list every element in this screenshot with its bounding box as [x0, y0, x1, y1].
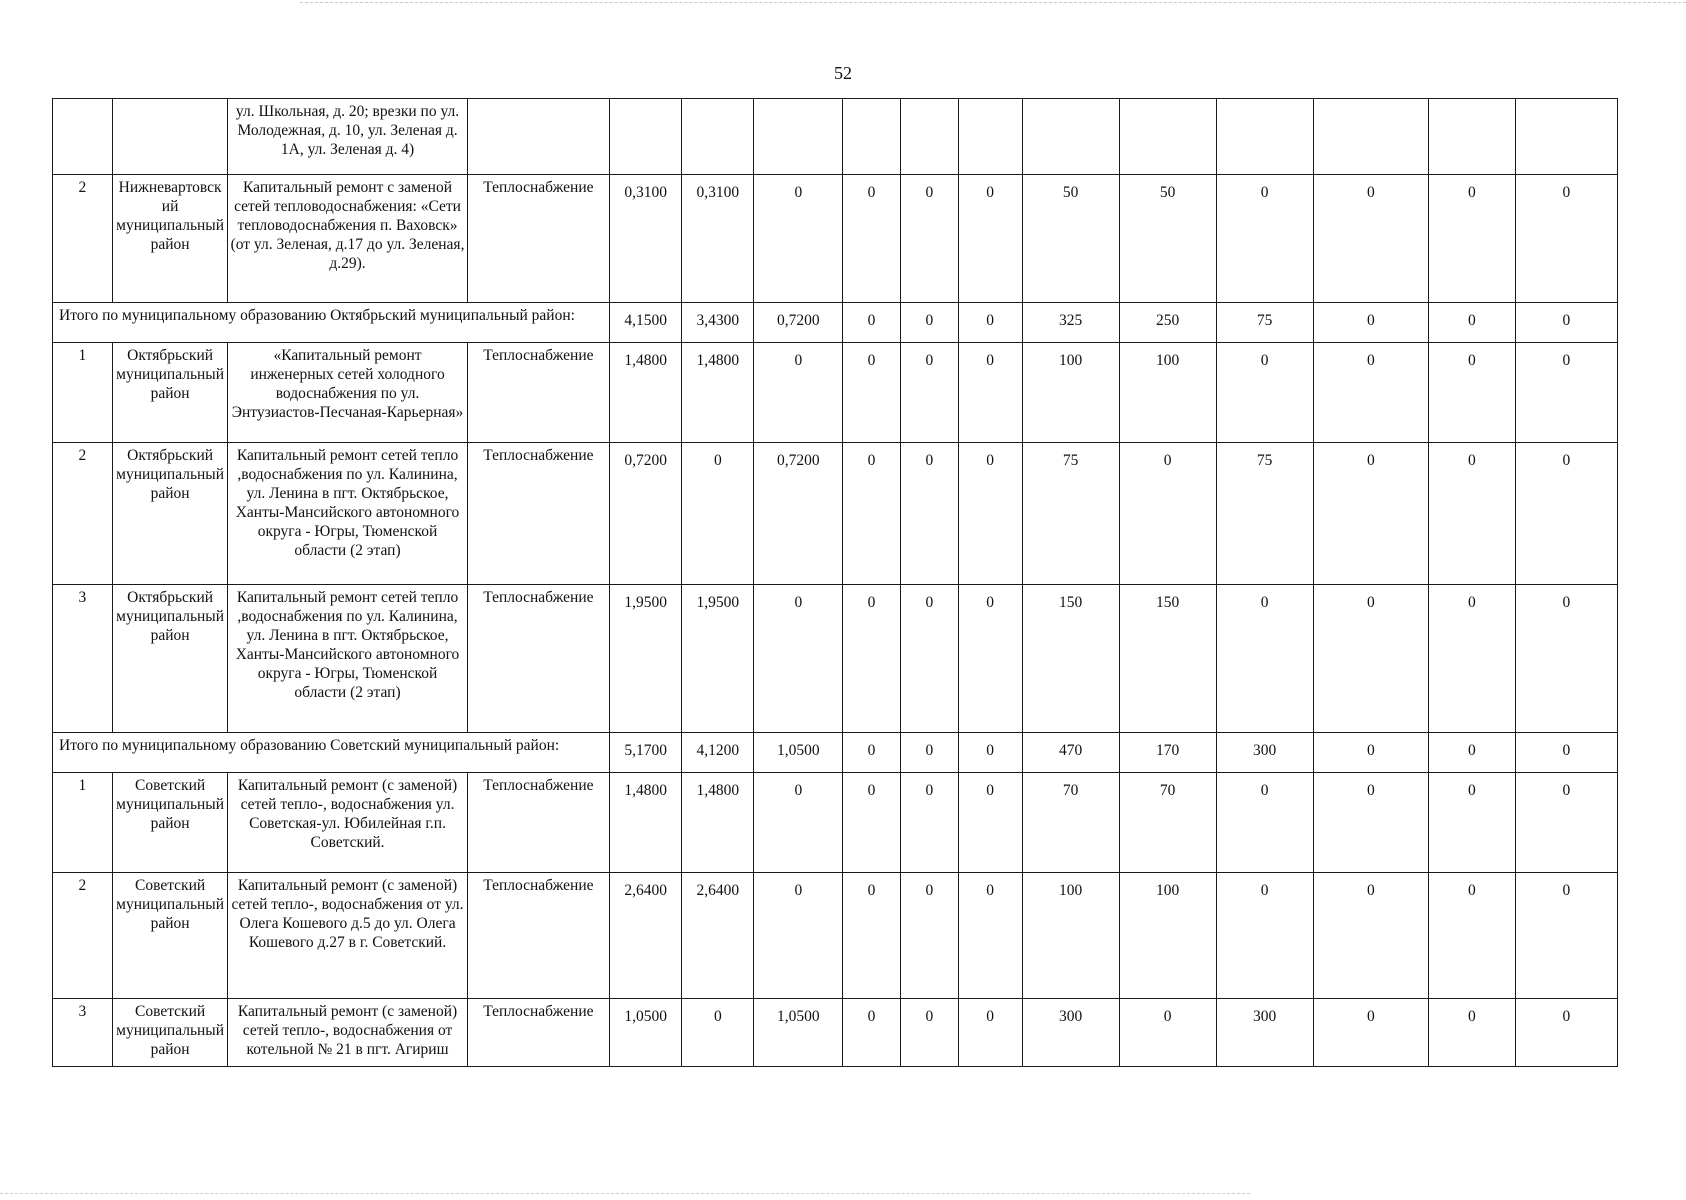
cell-value: 0	[1515, 873, 1617, 999]
cell-value: 0	[1429, 773, 1516, 873]
table-row	[53, 773, 1618, 873]
cell-value: 0	[958, 873, 1022, 999]
cell-value: 300	[1216, 733, 1313, 773]
cell-total-label: Итого по муниципальному образованию Октябрьский муниципальный район:	[53, 303, 610, 343]
cell-value: 0	[754, 585, 843, 733]
cell-object: Капитальный ремонт с заменой сетей тепловодоснабжения: «Сети тепловодоснабжения п. Ваховск» (от ул. Зеленая, д.17 до ул. Зеленая, д.29).	[228, 175, 467, 303]
cell-municipality	[112, 99, 228, 175]
cell-value	[610, 99, 682, 175]
cell-value: 0	[958, 443, 1022, 585]
cell-no	[53, 99, 113, 175]
cell-value: 0	[1429, 733, 1516, 773]
table-row-total	[53, 303, 1618, 343]
cell-value: 0	[754, 175, 843, 303]
cell-type: Теплоснабжение	[467, 999, 609, 1067]
cell-type: Теплоснабжение	[467, 175, 609, 303]
cell-value: 75	[1022, 443, 1119, 585]
cell-value	[843, 99, 901, 175]
cell-value: 70	[1022, 773, 1119, 873]
cell-value: 0	[843, 999, 901, 1067]
cell-value: 5,1700	[610, 733, 682, 773]
cell-object: ул. Школьная, д. 20; врезки по ул. Молодежная, д. 10, ул. Зеленая д. 1А, ул. Зеленая д. 4)	[228, 99, 467, 175]
cell-value: 0,7200	[754, 303, 843, 343]
cell-value: 1,9500	[682, 585, 754, 733]
cell-no: 3	[53, 999, 113, 1067]
cell-value: 0,3100	[610, 175, 682, 303]
cell-no: 1	[53, 773, 113, 873]
cell-value: 0	[1515, 443, 1617, 585]
cell-value: 0	[843, 585, 901, 733]
cell-object: Капитальный ремонт (с заменой) сетей тепло-, водоснабжения ул. Советская-ул. Юбилейная г.п. Советский.	[228, 773, 467, 873]
cell-value: 0	[843, 175, 901, 303]
cell-value: 0	[1429, 175, 1516, 303]
table-row	[53, 999, 1618, 1067]
cell-value: 100	[1022, 873, 1119, 999]
cell-value: 0	[1429, 999, 1516, 1067]
cell-object: Капитальный ремонт (с заменой) сетей тепло-, водоснабжения от котельной № 21 в пгт. Агириш	[228, 999, 467, 1067]
cell-value	[1022, 99, 1119, 175]
cell-value: 0	[1429, 585, 1516, 733]
cell-value: 1,9500	[610, 585, 682, 733]
cell-value: 1,4800	[682, 773, 754, 873]
cell-value: 0	[900, 443, 958, 585]
cell-value	[682, 99, 754, 175]
cell-value: 3,4300	[682, 303, 754, 343]
cell-value: 300	[1022, 999, 1119, 1067]
cell-value: 0	[1216, 343, 1313, 443]
table-row	[53, 873, 1618, 999]
cell-value: 0	[754, 773, 843, 873]
cell-value: 0	[900, 873, 958, 999]
cell-value: 0	[754, 873, 843, 999]
table-row-continuation	[53, 99, 1618, 175]
cell-value: 1,4800	[682, 343, 754, 443]
table-body	[53, 99, 1618, 1067]
cell-value: 4,1500	[610, 303, 682, 343]
cell-no: 2	[53, 443, 113, 585]
cell-value: 75	[1216, 443, 1313, 585]
cell-value: 0	[1515, 733, 1617, 773]
cell-value: 0	[900, 343, 958, 443]
cell-value: 0	[1313, 585, 1429, 733]
cell-value: 150	[1022, 585, 1119, 733]
cell-municipality: Октябрьский муниципальный район	[112, 343, 228, 443]
cell-value: 1,0500	[754, 733, 843, 773]
cell-value	[1429, 99, 1516, 175]
cell-value: 170	[1119, 733, 1216, 773]
cell-value: 0,3100	[682, 175, 754, 303]
cell-value: 0	[958, 999, 1022, 1067]
cell-value: 0	[1313, 733, 1429, 773]
cell-value: 0	[1429, 303, 1516, 343]
cell-value: 1,4800	[610, 773, 682, 873]
cell-municipality: Советский муниципальный район	[112, 999, 228, 1067]
cell-value: 0	[1515, 999, 1617, 1067]
scan-edge-top	[300, 2, 1686, 3]
cell-type: Теплоснабжение	[467, 343, 609, 443]
table-row	[53, 585, 1618, 733]
cell-value: 0	[843, 303, 901, 343]
cell-value: 0	[843, 733, 901, 773]
cell-value: 0	[682, 999, 754, 1067]
cell-value: 4,1200	[682, 733, 754, 773]
cell-value: 0	[1313, 343, 1429, 443]
cell-value: 0	[1515, 585, 1617, 733]
cell-municipality: Октябрьский муниципальный район	[112, 585, 228, 733]
cell-type: Теплоснабжение	[467, 585, 609, 733]
cell-value: 50	[1022, 175, 1119, 303]
cell-value: 2,6400	[610, 873, 682, 999]
cell-value: 0	[1515, 175, 1617, 303]
cell-value: 0	[1515, 773, 1617, 873]
cell-value: 0	[1313, 999, 1429, 1067]
cell-object: Капитальный ремонт сетей тепло ,водоснабжения по ул. Калинина, ул. Ленина в пгт. Октябрьское, Ханты-Мансийского автономного округа - Югры, Тюменской области (2 этап)	[228, 585, 467, 733]
cell-value: 0	[900, 175, 958, 303]
cell-value: 0	[1313, 175, 1429, 303]
cell-value: 100	[1022, 343, 1119, 443]
cell-value: 0	[958, 773, 1022, 873]
cell-value: 0	[1515, 343, 1617, 443]
cell-value: 75	[1216, 303, 1313, 343]
cell-value: 100	[1119, 873, 1216, 999]
data-table	[52, 98, 1618, 1067]
cell-value: 50	[1119, 175, 1216, 303]
cell-no: 2	[53, 175, 113, 303]
cell-value: 0	[958, 175, 1022, 303]
cell-value	[900, 99, 958, 175]
cell-type: Теплоснабжение	[467, 443, 609, 585]
cell-value	[1216, 99, 1313, 175]
cell-value: 0	[1216, 585, 1313, 733]
cell-value: 0	[843, 443, 901, 585]
cell-value: 0	[1216, 175, 1313, 303]
cell-value: 0	[900, 733, 958, 773]
cell-value: 0	[958, 343, 1022, 443]
cell-value: 100	[1119, 343, 1216, 443]
cell-value: 0	[900, 585, 958, 733]
cell-value: 470	[1022, 733, 1119, 773]
cell-value: 0	[900, 303, 958, 343]
cell-value	[754, 99, 843, 175]
cell-value	[958, 99, 1022, 175]
cell-value: 0	[1313, 303, 1429, 343]
cell-value	[1313, 99, 1429, 175]
cell-municipality: Октябрьский муниципальный район	[112, 443, 228, 585]
cell-value: 0	[843, 773, 901, 873]
cell-value: 0	[843, 873, 901, 999]
cell-type	[467, 99, 609, 175]
cell-municipality: Советский муниципальный район	[112, 773, 228, 873]
cell-value: 0	[1313, 443, 1429, 585]
table-row	[53, 343, 1618, 443]
cell-value: 0	[1216, 873, 1313, 999]
cell-value: 0	[958, 585, 1022, 733]
cell-object: Капитальный ремонт сетей тепло ,водоснабжения по ул. Калинина, ул. Ленина в пгт. Октябрьское, Ханты-Мансийского автономного округа - Югры, Тюменской области (2 этап)	[228, 443, 467, 585]
cell-value: 0	[1216, 773, 1313, 873]
cell-type: Теплоснабжение	[467, 873, 609, 999]
table-row-total	[53, 733, 1618, 773]
scan-edge-bottom	[0, 1193, 1250, 1194]
cell-value: 0	[754, 343, 843, 443]
cell-no: 1	[53, 343, 113, 443]
cell-value: 0	[843, 343, 901, 443]
cell-value: 0	[1119, 443, 1216, 585]
cell-value	[1515, 99, 1617, 175]
cell-object: Капитальный ремонт (с заменой) сетей тепло-, водоснабжения от ул. Олега Кошевого д.5 до ул. Олега Кошевого д.27 в г. Советский.	[228, 873, 467, 999]
cell-value: 0	[958, 733, 1022, 773]
cell-value: 0	[958, 303, 1022, 343]
cell-value: 0	[1313, 773, 1429, 873]
cell-value: 0	[682, 443, 754, 585]
cell-value: 70	[1119, 773, 1216, 873]
cell-value: 0	[1515, 303, 1617, 343]
cell-value: 250	[1119, 303, 1216, 343]
cell-value	[1119, 99, 1216, 175]
cell-municipality: Нижневартовский муниципальный район	[112, 175, 228, 303]
cell-value: 1,4800	[610, 343, 682, 443]
cell-no: 2	[53, 873, 113, 999]
cell-value: 150	[1119, 585, 1216, 733]
cell-value: 300	[1216, 999, 1313, 1067]
cell-value: 0	[900, 999, 958, 1067]
cell-value: 1,0500	[610, 999, 682, 1067]
table-row	[53, 175, 1618, 303]
cell-value: 0	[1429, 443, 1516, 585]
cell-value: 0	[1429, 343, 1516, 443]
cell-value: 0	[1119, 999, 1216, 1067]
cell-type: Теплоснабжение	[467, 773, 609, 873]
cell-value: 0,7200	[754, 443, 843, 585]
cell-value: 0,7200	[610, 443, 682, 585]
cell-no: 3	[53, 585, 113, 733]
cell-municipality: Советский муниципальный район	[112, 873, 228, 999]
cell-value: 0	[1313, 873, 1429, 999]
cell-value: 325	[1022, 303, 1119, 343]
cell-value: 0	[1429, 873, 1516, 999]
table-row	[53, 443, 1618, 585]
cell-value: 0	[900, 773, 958, 873]
page-number: 52	[834, 63, 852, 83]
cell-value: 1,0500	[754, 999, 843, 1067]
cell-object: «Капитальный ремонт инженерных сетей холодного водоснабжения по ул. Энтузиастов-Песчаная-Карьерная»	[228, 343, 467, 443]
cell-total-label: Итого по муниципальному образованию Советский муниципальный район:	[53, 733, 610, 773]
cell-value: 2,6400	[682, 873, 754, 999]
